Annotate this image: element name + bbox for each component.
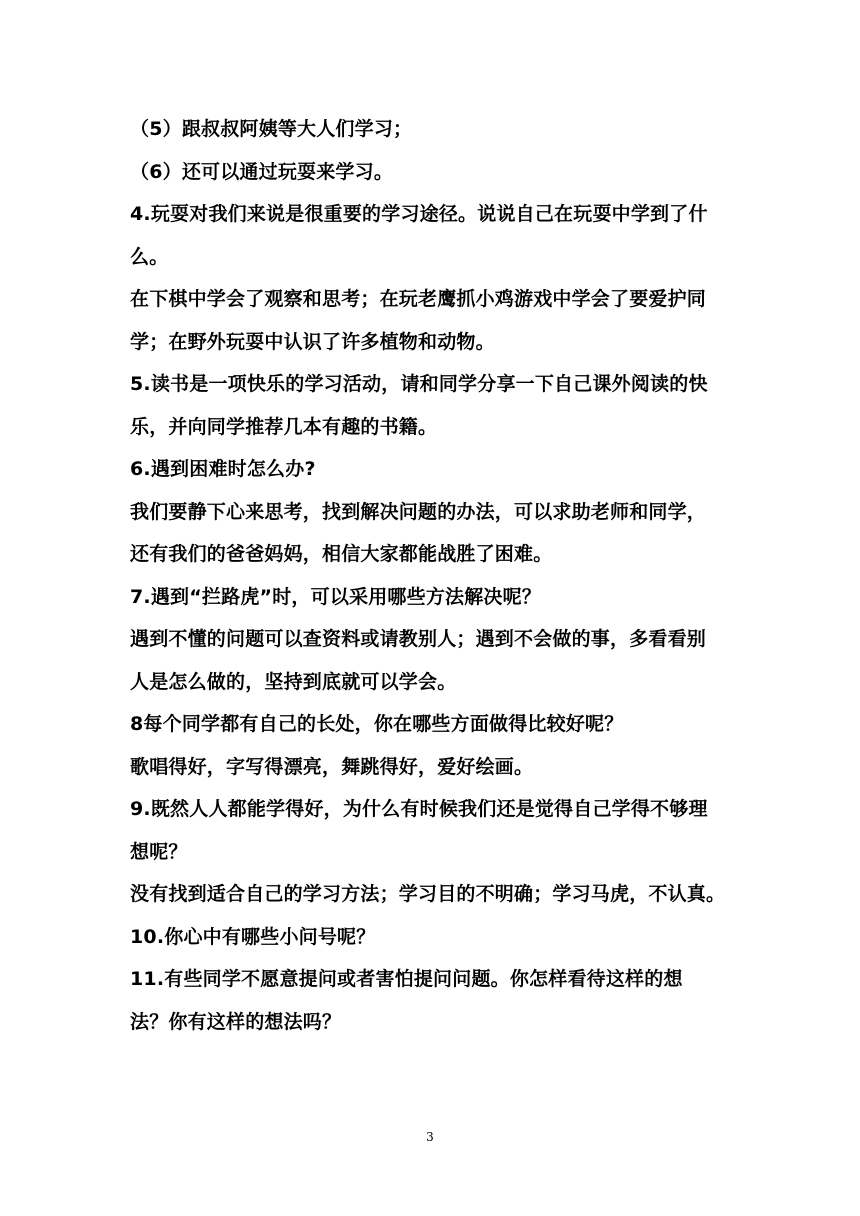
answer-line: 歌唱得好，字写得漂亮，舞跳得好，爱好绘画。 <box>130 755 534 778</box>
text-line: （6）还可以通过玩耍来学习。 <box>130 160 394 183</box>
question-line: 乐，并向同学推荐几本有趣的书籍。 <box>130 415 438 438</box>
answer-line: 人是怎么做的，坚持到底就可以学会。 <box>130 670 457 693</box>
question-line: 法？你有这样的想法吗？ <box>130 1010 342 1033</box>
question-line: 8每个同学都有自己的长处，你在哪些方面做得比较好呢？ <box>130 713 624 735</box>
answer-line: 我们要静下心来思考，找到解决问题的办法，可以求助老师和同学， <box>130 500 707 523</box>
question-line: 9.既然人人都能学得好，为什么有时候我们还是觉得自己学得不够理 <box>130 798 708 820</box>
document-body <box>130 108 730 1043</box>
text-line: （5）跟叔叔阿姨等大人们学习； <box>130 118 413 140</box>
question-line: 10.你心中有哪些小问号呢？ <box>130 925 376 948</box>
answer-line: 在下棋中学会了观察和思考；在玩老鹰抓小鸡游戏中学会了要爱护同 <box>130 288 707 310</box>
answer-line: 还有我们的爸爸妈妈，相信大家都能战胜了困难。 <box>130 543 553 565</box>
question-line: 么。 <box>130 245 169 268</box>
answer-line: 遇到不懂的问题可以查资料或请教别人；遇到不会做的事，多看看别 <box>130 628 707 650</box>
page-number: 3 <box>426 1130 434 1144</box>
answer-line: 学；在野外玩耍中认识了许多植物和动物。 <box>130 330 495 353</box>
answer-line: 没有找到适合自己的学习方法；学习目的不明确；学习马虎，不认真。 <box>130 883 726 905</box>
question-line: 6.遇到困难时怎么办? <box>130 458 316 480</box>
question-line: 想呢？ <box>130 840 188 863</box>
question-line: 5.读书是一项快乐的学习活动，请和同学分享一下自己课外阅读的快 <box>130 373 708 395</box>
question-line: 11.有些同学不愿意提问或者害怕提问问题。你怎样看待这样的想 <box>130 968 683 990</box>
question-line: 7.遇到“拦路虎”时，可以采用哪些方法解决呢？ <box>130 585 542 608</box>
question-line: 4.玩耍对我们来说是很重要的学习途径。说说自己在玩耍中学到了什 <box>130 203 708 225</box>
